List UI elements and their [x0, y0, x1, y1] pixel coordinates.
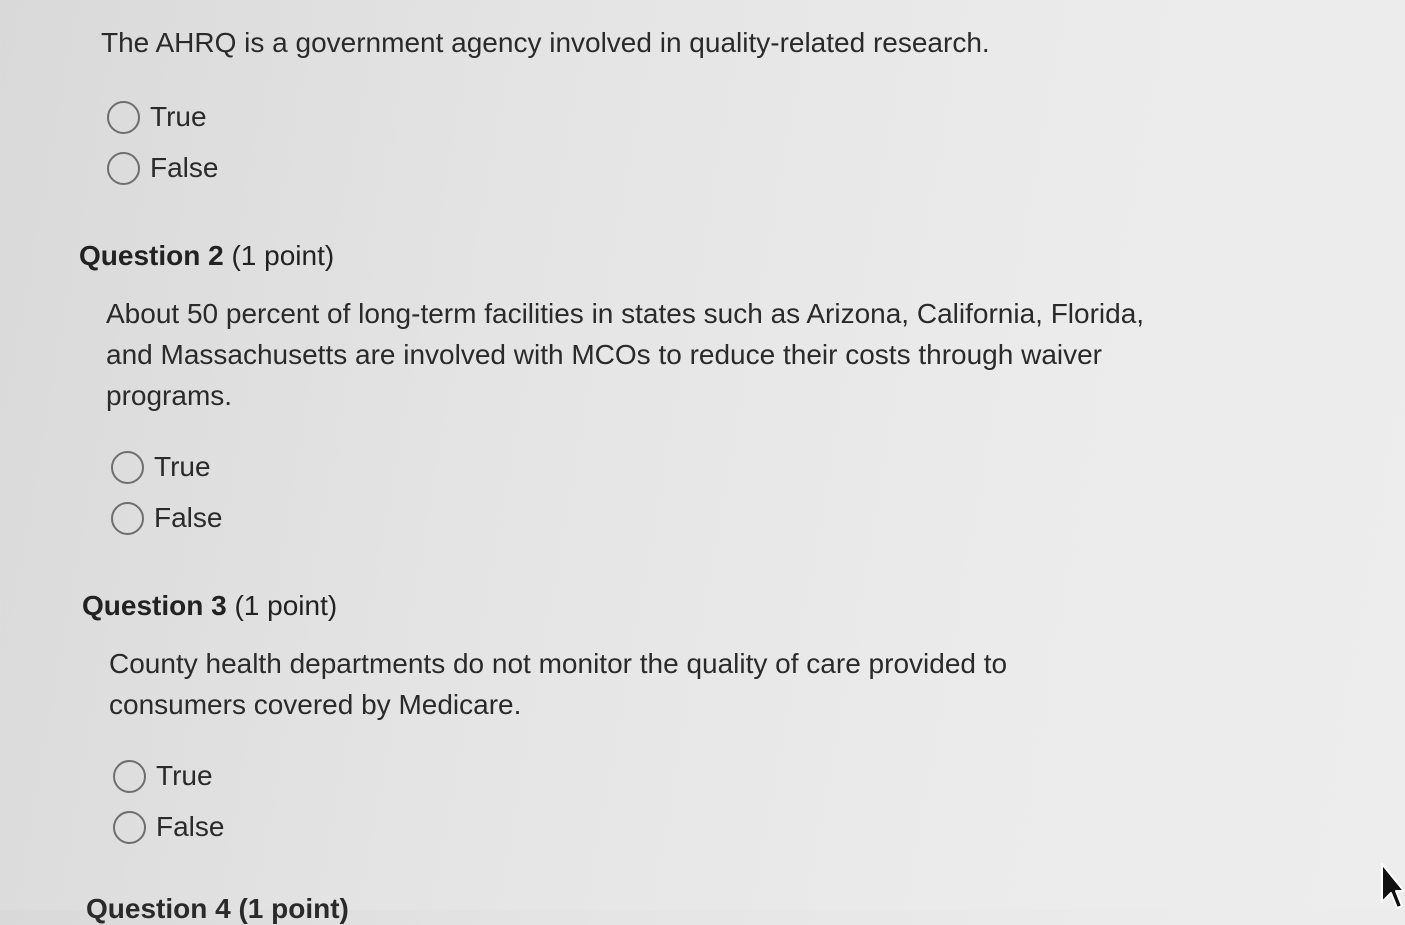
option-label: True [154, 451, 211, 482]
radio-unchecked-icon[interactable] [111, 451, 144, 484]
question-3-text: County health departments do not monitor the quality of care provided to consumers covered by Medicare. [109, 648, 1008, 720]
question-3-option-true[interactable] [113, 756, 213, 796]
question-3-heading [82, 590, 337, 622]
question-2-points: (1 point) [231, 240, 335, 271]
mouse-pointer-icon [1380, 862, 1405, 910]
question-2-text: About 50 percent of long-term facilities in states such as Arizona, California, Florida, and Massachusetts are involved with MCOs to reduce their costs through waiver programs. [106, 298, 1145, 411]
option-label: False [150, 152, 219, 183]
radio-unchecked-icon[interactable] [107, 101, 140, 134]
question-2-option-false[interactable] [111, 498, 222, 538]
radio-unchecked-icon[interactable] [113, 811, 146, 844]
question-4-heading-partial: Question 4 (1 point) [86, 893, 349, 924]
option-label: True [156, 760, 213, 791]
question-3-option-false[interactable] [113, 807, 224, 847]
radio-unchecked-icon[interactable] [107, 152, 140, 185]
question-2-heading [79, 240, 334, 272]
option-label: True [150, 101, 207, 132]
option-label: False [154, 502, 223, 533]
question-3-number: Question 3 [82, 590, 227, 621]
question-3-points: (1 point) [234, 590, 338, 621]
option-label: False [156, 811, 225, 842]
question-2-option-true[interactable] [111, 447, 211, 487]
question-1-text: The AHRQ is a government agency involved in quality-related research. [101, 27, 990, 58]
radio-unchecked-icon[interactable] [113, 760, 146, 793]
question-2-number: Question 2 [79, 240, 224, 271]
radio-unchecked-icon[interactable] [111, 502, 144, 535]
question-1-option-false[interactable] [107, 148, 218, 188]
question-1-option-true[interactable] [107, 97, 207, 137]
